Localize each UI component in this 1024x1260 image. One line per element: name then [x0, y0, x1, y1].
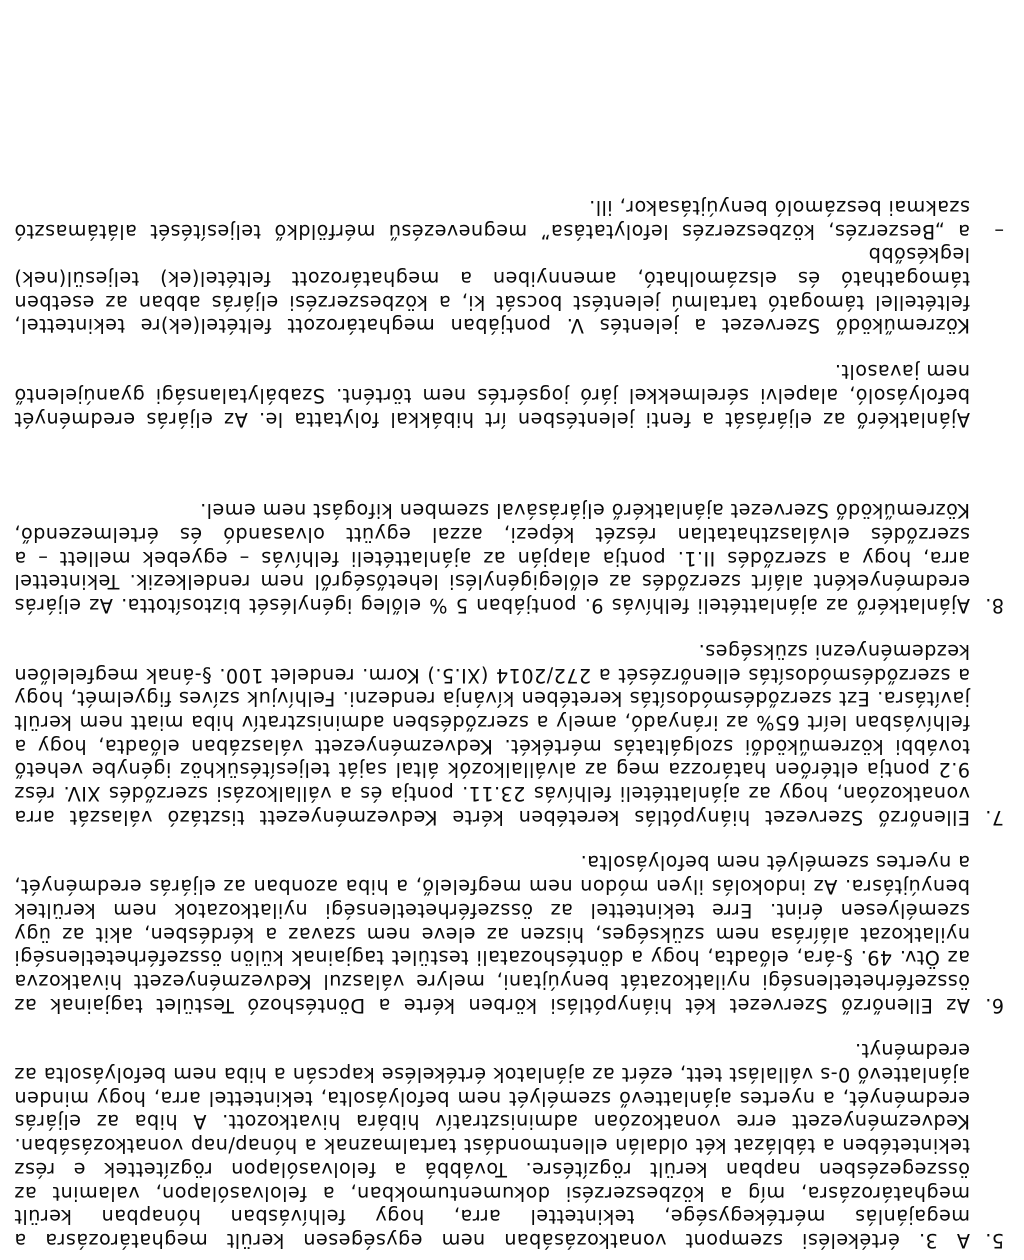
list-item-number: 7. — [984, 805, 1004, 829]
paragraph-text: Közreműködő Szervezet a jelentés V. pontjában meghatározott feltétel(ek)re tekintettel, feltétellel támogató tartalmú jelentést bocsát ki, a közbeszerzési eljárás abban az esetben támogatható és elszámolható, amennyiben a meghatározott feltétel(ek) teljesül(nek) legkésőbb — [14, 243, 970, 338]
dash-item-text: a „Beszerzés, közbeszerzés lefolytatása” megnevezésű mérföldkő teljesítését alátámasztó szakmai beszámoló benyújtásakor, ill. — [14, 195, 970, 243]
conditional-support-paragraph — [14, 243, 970, 338]
conclusion-paragraph — [14, 360, 970, 431]
list-item-number: 5. — [984, 1229, 1004, 1252]
list-item-8 — [14, 499, 1004, 618]
list-item-text: Az Ellenőrző Szervezet két hiánypótlási körben kérte a Döntéshozó Testület tagjainak az összeférhetetlenségi nyilatkozatát benyújtani, melyre válaszul Kedvezményezett hivatkozva az Ötv. 49. §-ára, előadta, hogy a döntéshozatali testület tagjainak külön összeférhetetlenségi nyilatkozat aláírása nem szükséges, hiszen az eleve nem szavaz a kérdésben, akit az ügy személyesen érint. Erre tekintettel az összeférhetetlenségi nyilatkozatok nem kerültek benyújtásra. Az indokolás ilyen módon nem megfelelő, a hiba azonban az eljárás eredményét, a nyertes személyét nem befolyásolta. — [14, 851, 970, 1017]
list-item-number: 6. — [984, 993, 1004, 1017]
paragraph-text: Ajánlatkérő az eljárását a fenti jelentésben írt hibákkal folytatta le. Az eljárás eredményét befolyásoló, alapelvi sérelmekkel járó jogsértés nem történt. Szabálytalansági gyanújelentő nem javasolt. — [14, 360, 970, 431]
list-item-text: Ajánlatkérő az ajánlattételi felhívás 9. pontjában 5 % előleg igénylését biztosította. Az eljárás eredményeként aláírt szerződés az előlegigénylési lehetőségről nem rendelkezik. Tekintettel arra, hogy a szerződés II.1. pontja alapján az ajánlattételi felhívás – egyebek mellett – a szerződés elválaszthatatlan részét képezi, azzal együtt olvasandó és értelmezendő, Közreműködő Szervezet ajánlatkérő eljárásával szemben kifogást nem emel. — [14, 499, 970, 618]
list-item-text: A 3. értékelési szempont vonatkozásában nem egységesen került meghatározásra a megajánlás mértékegysége, tekintettel arra, hogy felhívásban hónapban került meghatározásra, míg a közbeszerzési dokumentumokban, a felolvasólapon, valamint az összegezésben napban került rögzítésre. Továbbá a felolvasólapon rögzítettek e rész tekintetében a táblázat két oldalán ellentmondást tartalmaznak a hónap/nap vonatkozásában. Kedvezményezett erre vonatkozóan adminisztratív hibára hivatkozott. A hiba az eljárás eredményét, a nyertes ajánlattevő személyét nem befolyásolta, tekintettel arra, hogy minden ajánlattevő 0-s vállalást tett, ezért az ajánlatok értékelése kapcsán a hiba nem befolyásolta az eredményt. — [14, 1039, 970, 1252]
list-item-number: 8. — [984, 594, 1004, 618]
dash-bullet: – — [993, 219, 1004, 243]
dash-list-item — [14, 195, 1004, 242]
list-item-5 — [14, 1039, 1004, 1252]
list-item-7 — [14, 639, 1004, 829]
list-item-text: Ellenőrző Szervezet hiánypótlás keretében kérte Kedvezményezett tisztázó válaszát arra vonatkozóan, hogy az ajánlattételi felhívás 23.11. pontja és a vállalkozási szerződés XIV. rész 9.2 pontja eltérően határozza meg az alvállalkozók által saját teljesítésükhöz igénybe vehető további közreműködői szolgáltatás mértékét. Kedvezményezett válaszában előadta, hogy a felhívásban leírt 65% az irányadó, amely a szerződésben adminisztratív hiba miatt nem került javításra. Ezt szerződésmódosítás keretében kívánja rendezni. Felhívjuk szíves figyelmét, hogy a szerződésmódosítás ellenőrzését a 272/2014 (XI.5.) Korm. rendelet 100. §-ának megfelelően kezdeményezni szükséges. — [14, 639, 970, 829]
list-item-6 — [14, 851, 1004, 1017]
document-content — [14, 195, 1004, 1252]
